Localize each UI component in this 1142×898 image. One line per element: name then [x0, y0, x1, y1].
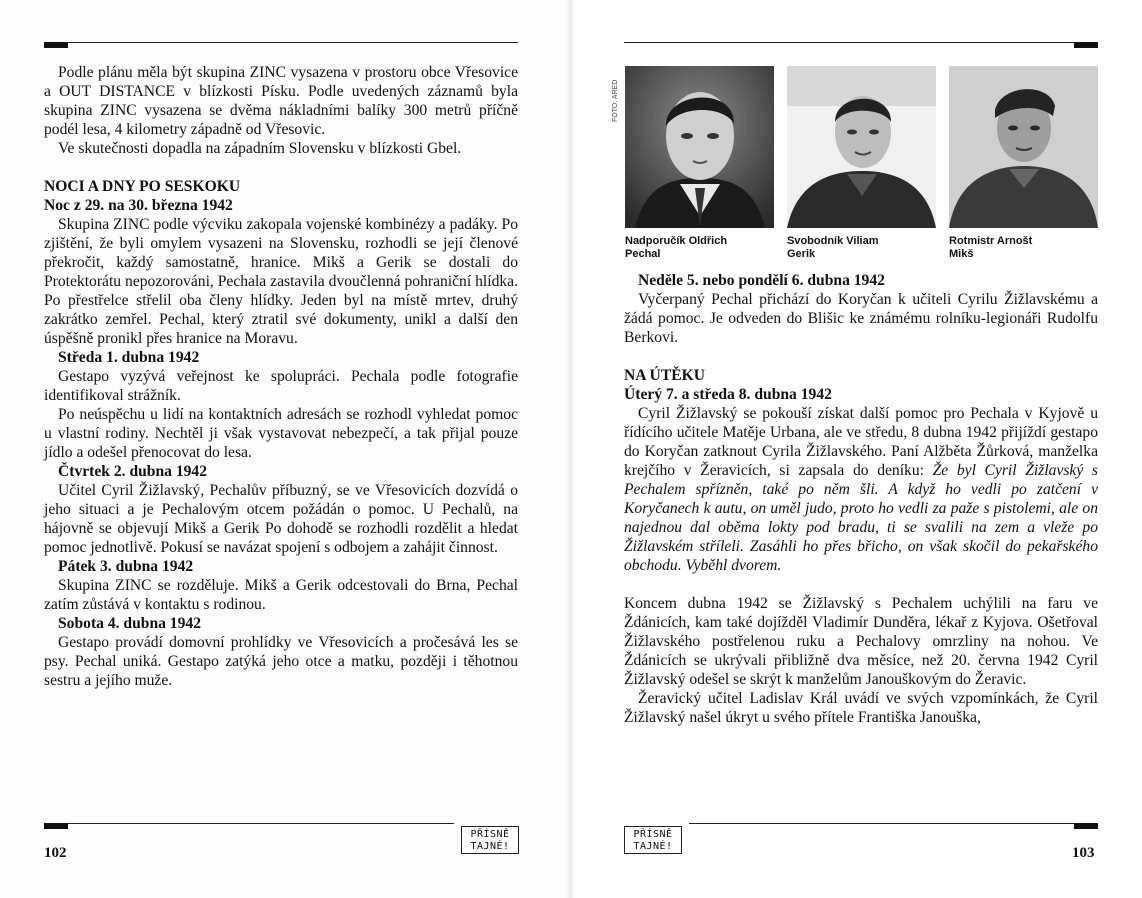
- paragraph-text: Noc z 29. na 30. března 1942: [44, 197, 233, 214]
- top-rule: [44, 42, 518, 43]
- top-secret-stamp: [461, 826, 519, 854]
- caption-line: Mikš: [949, 248, 974, 260]
- page-number: 103: [1072, 845, 1095, 861]
- paragraph-text: Úterý 7. a středa 8. dubna 1942: [624, 386, 832, 403]
- stamp-line: TAJNÉ!: [470, 841, 510, 852]
- paragraph-text: Cyril Žižlavský se pokouší získat další pomoc pro Pechala v Kyjově u řídícího učitele Matěje Urbana, ale ve středu, 8 dubna 1942 přijíždí gestapo do Koryčan zatknout Cyrila Žižlavského. Paní Alžběta Žůrková, manželka krejčího v Žeravicích, si zapsala do deníku:: [624, 405, 1098, 479]
- paragraph-text: NA ÚTĚKU: [624, 367, 706, 384]
- paragraph-text: Podle plánu měla být skupina ZINC vysazena v prostoru obce Vřesovice a OUT DISTANCE v blízkosti Písku. Podle uvedených záznamů byla skupina ZINC vysazena se dvěma nákladními balíky 300 metrů příčně podél lesa, 4 kilometry západně od Vřesovic.: [44, 64, 518, 138]
- diary-quote: Že byl Cyril Žižlavský s Pechalem spřízněn, také po něm šli. A když ho vedli po zatčení v Koryčanech k autu, on uměl judo, proto ho vedli za paže s pistolemi, ale on najednou dal oběma lokty pod bradu, ti se svalili na zem a vleže po Žižlavském stříleli. Zasáhli ho přes břicho, on však skočil do pekařského obchodu. Vyběhl dvorem.: [624, 462, 1098, 574]
- paragraph-text: Vyčerpaný Pechal přichází do Koryčan k učiteli Cyrilu Žižlavskému a žádá pomoc. Je odveden do Blišic ke známému rolníku-legionáři Rudolfu Berkovi.: [624, 291, 1098, 346]
- section-heading: [44, 177, 518, 196]
- left-text-column: [44, 63, 518, 690]
- date-subheading: [44, 614, 518, 633]
- stamp-line: PŘÍSNĚ: [470, 829, 510, 840]
- body-paragraph: [624, 689, 1098, 727]
- portrait-photo-pechal: [625, 66, 774, 228]
- book-gutter: [566, 0, 576, 898]
- paragraph-text: Neděle 5. nebo pondělí 6. dubna 1942: [638, 272, 885, 289]
- bottom-rule-marker: [1074, 823, 1098, 829]
- top-rule: [624, 42, 1098, 43]
- body-paragraph: [44, 405, 518, 462]
- caption-line: Pechal: [625, 248, 661, 260]
- body-paragraph: [44, 63, 518, 139]
- date-subheading: [44, 557, 518, 576]
- paragraph-text: Středa 1. dubna 1942: [58, 349, 200, 366]
- paragraph-text: Po neúspěchu u lidí na kontaktních adresách se rozhodl vyhledat pomoc u vlastní rodiny. Nechtěl ji však vystavovat nebezpečí, a tak přijal pouze jídlo a odešel přenocovat do lesa.: [44, 406, 518, 461]
- bottom-rule: [689, 823, 1098, 824]
- body-paragraph: [624, 290, 1098, 347]
- right-text-column: [624, 271, 1098, 727]
- caption-line: Svobodník Viliam: [787, 235, 879, 247]
- bottom-rule: [44, 823, 454, 824]
- caption-line: Gerik: [787, 248, 816, 260]
- paragraph-gap: [624, 575, 1098, 594]
- date-subheading: [44, 348, 518, 367]
- section-heading: [44, 196, 518, 215]
- section-heading: [624, 366, 1098, 385]
- paragraph-gap: [624, 347, 1098, 366]
- photo-caption: [625, 235, 775, 261]
- date-subheading: [624, 271, 1098, 290]
- body-paragraph: [44, 576, 518, 614]
- paragraph-text: Sobota 4. dubna 1942: [58, 615, 201, 632]
- paragraph-text: Gestapo vyzývá veřejnost ke spolupráci. Pechala podle fotografie identifikoval strážník.: [44, 368, 518, 404]
- paragraph-text: Ve skutečnosti dopadla na západním Slovensku v blízkosti Gbel.: [58, 140, 462, 157]
- paragraph-text: Učitel Cyril Žižlavský, Pechalův příbuzný, se ve Vřesovicích dozvídá o jeho situaci a je Pechalovým otcem požádán o pomoc. U Pechalů, na hájovně se objevují Mikš a Gerik Po dohodě se rozhodli rozdělit a hledat pomoc jednotlivě. Pokusí se navázat spojení s odbojem a zahájit činnost.: [44, 482, 518, 556]
- body-paragraph: [44, 215, 518, 348]
- stamp-line: PŘÍSNĚ: [633, 829, 673, 840]
- bottom-rule-marker: [44, 823, 68, 829]
- body-paragraph: [44, 481, 518, 557]
- paragraph-text: Skupina ZINC se rozděluje. Mikš a Gerik odcestovali do Brna, Pechal zatím zůstává v kontaktu s rodinou.: [44, 577, 518, 613]
- stamp-line: TAJNÉ!: [633, 841, 673, 852]
- paragraph-text: Žeravický učitel Ladislav Král uvádí ve svých vzpomínkách, že Cyril Žižlavský našel úkryt u svého přítele Františka Janouška,: [624, 690, 1098, 726]
- paragraph-text: Pátek 3. dubna 1942: [58, 558, 194, 575]
- body-paragraph: [44, 139, 518, 158]
- body-paragraph: [624, 404, 1098, 575]
- top-secret-stamp: [624, 826, 682, 854]
- caption-line: Rotmistr Arnošt: [949, 235, 1033, 247]
- photo-caption: [787, 235, 937, 261]
- top-rule-marker: [1074, 42, 1098, 48]
- body-paragraph: [44, 367, 518, 405]
- page-number: 102: [44, 845, 67, 861]
- caption-line: Nadporučík Oldřich: [625, 235, 728, 247]
- paragraph-gap: [44, 158, 518, 177]
- paragraph-text: Koncem dubna 1942 se Žižlavský s Pechalem uchýlili na faru ve Ždánicích, kam také dojížděl Vladimír Dunděra, lékař z Kyjova. Ošetřoval Žižlavského postřelenou ruku a Pechalovy omrzliny na nohou. Ve Ždánicích se ukrývali přibližně dva měsíce, než 20. června 1942 Cyril Žižlavský odešel se skrýt k manželům Janouškovým do Žeravic.: [624, 595, 1098, 688]
- date-subheading: [44, 462, 518, 481]
- photo-caption: [949, 235, 1099, 261]
- portrait-photo-gerik: [787, 66, 936, 228]
- body-paragraph: [44, 633, 518, 690]
- paragraph-text: Čtvrtek 2. dubna 1942: [58, 463, 208, 480]
- top-rule-marker: [44, 42, 68, 48]
- portrait-photo-miks: [949, 66, 1098, 228]
- section-heading: [624, 385, 1098, 404]
- body-paragraph: [624, 594, 1098, 689]
- paragraph-text: Skupina ZINC podle výcviku zakopala vojenské kombinézy a padáky. Po zjištění, že byli omylem vysazeni na Slovensku, rozhodli se její členové překročit, každý samostatně, hranice. Mikš a Gerik se dostali do Protektorátu nepozorováni, Pechala zastavila dvoučlenná pohraniční hlídka. Po přestřelce střelil oba členy hlídky. Jeden byl na místě mrtev, druhý zakrátko zemřel. Pechal, který ztratil své dokumenty, unikl a další den úspěšně pronikl přes hranice na Moravu.: [44, 216, 518, 347]
- photo-credit: FOTO: ARED: [612, 79, 619, 122]
- paragraph-text: NOCI A DNY PO SESKOKU: [44, 178, 241, 195]
- paragraph-text: Gestapo provádí domovní prohlídky ve Vřesovicích a pročesává les se psy. Pechal uniká. Gestapo zatýká jeho otce a matku, později i těhotnou sestru a jejího muže.: [44, 634, 518, 689]
